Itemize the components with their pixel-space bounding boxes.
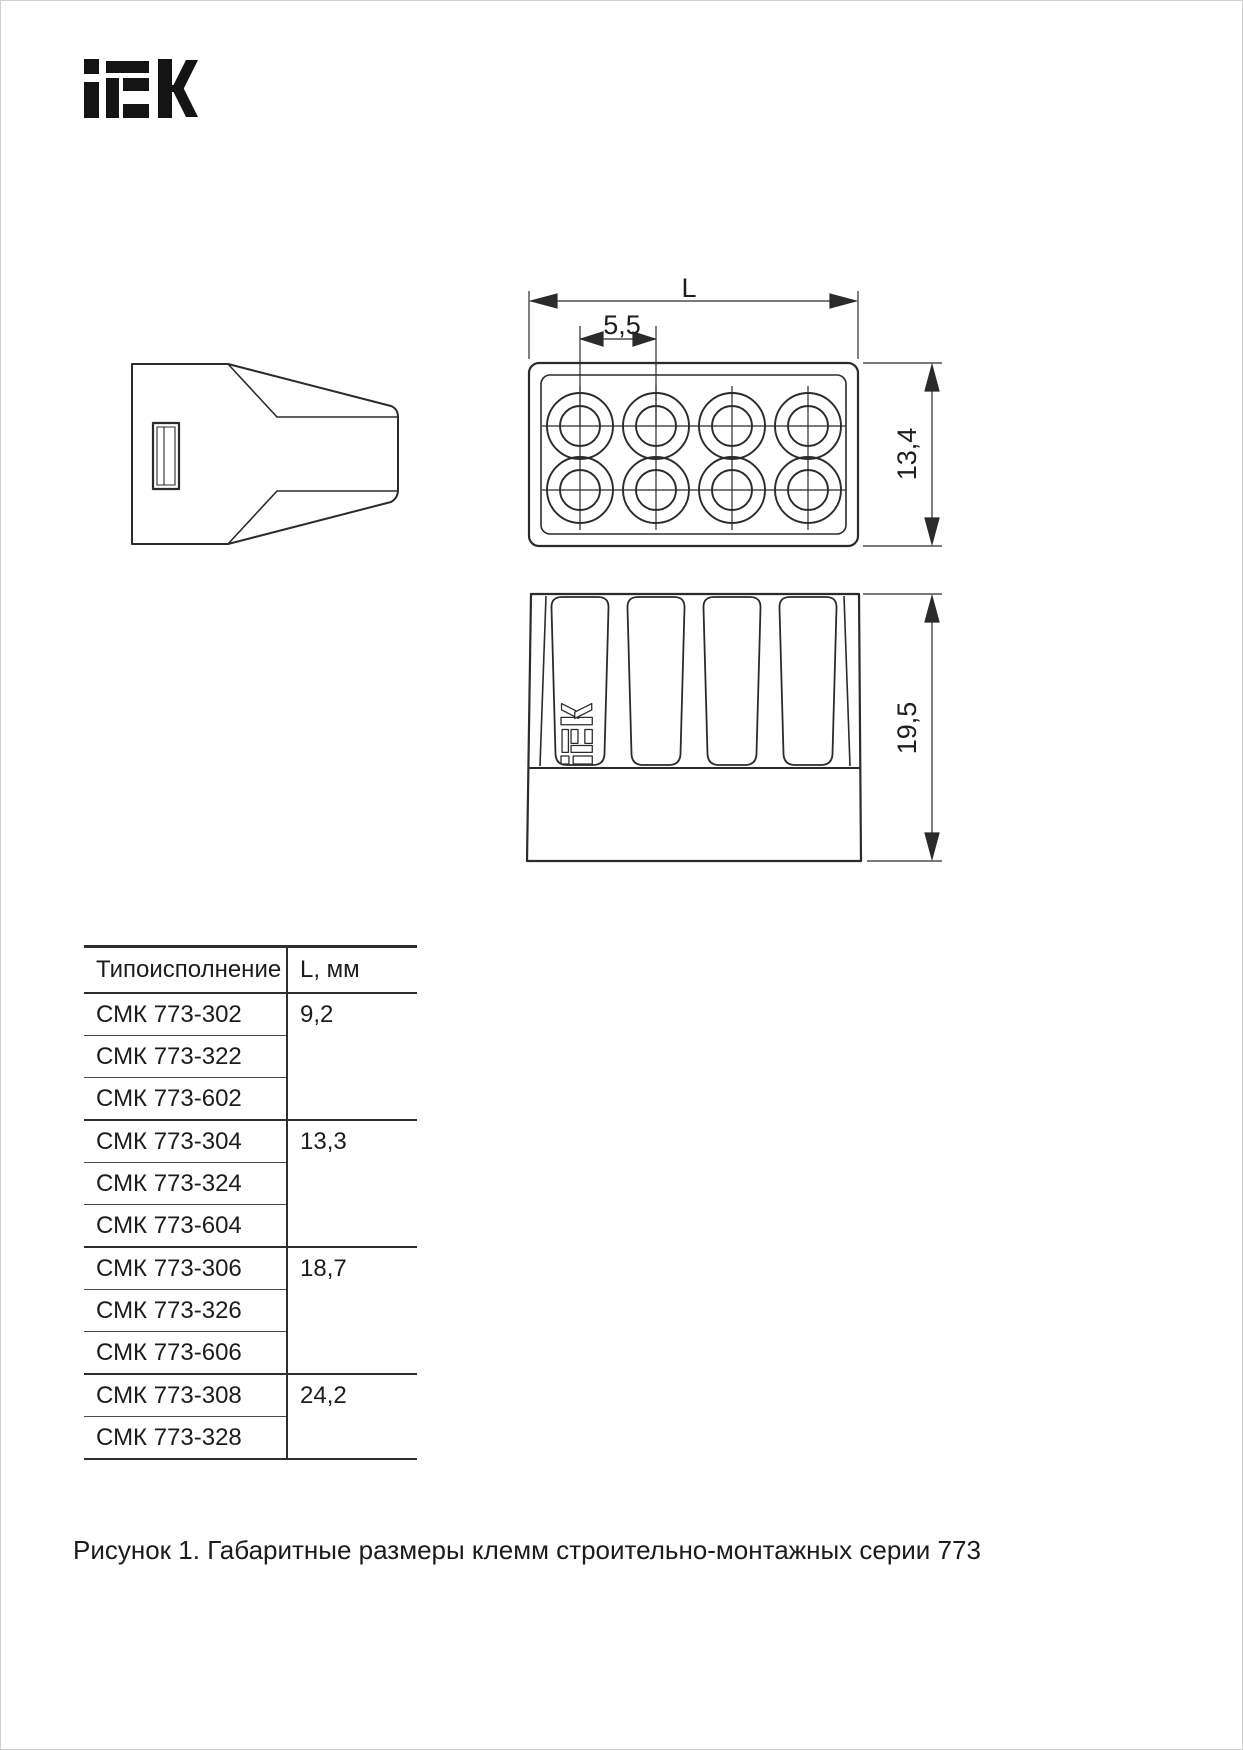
model-cell: СМК 773-304 (84, 1120, 287, 1163)
dim-label-pitch: 5,5 (603, 310, 641, 340)
test-window (153, 423, 179, 489)
model-cell: СМК 773-604 (84, 1205, 287, 1248)
length-cell: 13,3 (287, 1120, 417, 1247)
wire-slots (551, 597, 836, 765)
col-header-type: Типоисполнение (84, 947, 287, 994)
terminal-holes (547, 393, 841, 523)
table-row (84, 993, 417, 1036)
iek-logo-icon (84, 59, 198, 118)
length-cell: 9,2 (287, 993, 417, 1120)
model-cell: СМК 773-602 (84, 1078, 287, 1121)
length-cell: 18,7 (287, 1247, 417, 1374)
dimension-lines (529, 291, 942, 861)
iek-logo-embossed-icon (561, 704, 592, 764)
model-cell: СМК 773-306 (84, 1247, 287, 1290)
side-view (132, 364, 398, 544)
front-view (527, 594, 861, 861)
dim-label-L: L (681, 273, 697, 303)
dim-label-height: 19,5 (892, 701, 922, 755)
figure-caption: Рисунок 1. Габаритные размеры клемм строительно-монтажных серии 773 (73, 1535, 981, 1565)
top-view (529, 363, 858, 546)
spec-table (84, 945, 417, 1460)
table-row (84, 1247, 417, 1290)
model-cell: СМК 773-324 (84, 1163, 287, 1205)
dim-pitch (580, 326, 656, 426)
model-cell: СМК 773-322 (84, 1036, 287, 1078)
model-cell: СМК 773-308 (84, 1374, 287, 1417)
model-cell: СМК 773-326 (84, 1290, 287, 1332)
length-cell: 24,2 (287, 1374, 417, 1459)
table-row (84, 1120, 417, 1163)
model-cell: СМК 773-328 (84, 1417, 287, 1460)
model-cell: СМК 773-302 (84, 993, 287, 1036)
col-header-length: L, мм (287, 947, 417, 994)
table-row (84, 1374, 417, 1417)
dim-label-width: 13,4 (892, 427, 922, 481)
table-header-row (84, 947, 417, 994)
technical-drawing (1, 1, 1243, 1750)
model-cell: СМК 773-606 (84, 1332, 287, 1375)
